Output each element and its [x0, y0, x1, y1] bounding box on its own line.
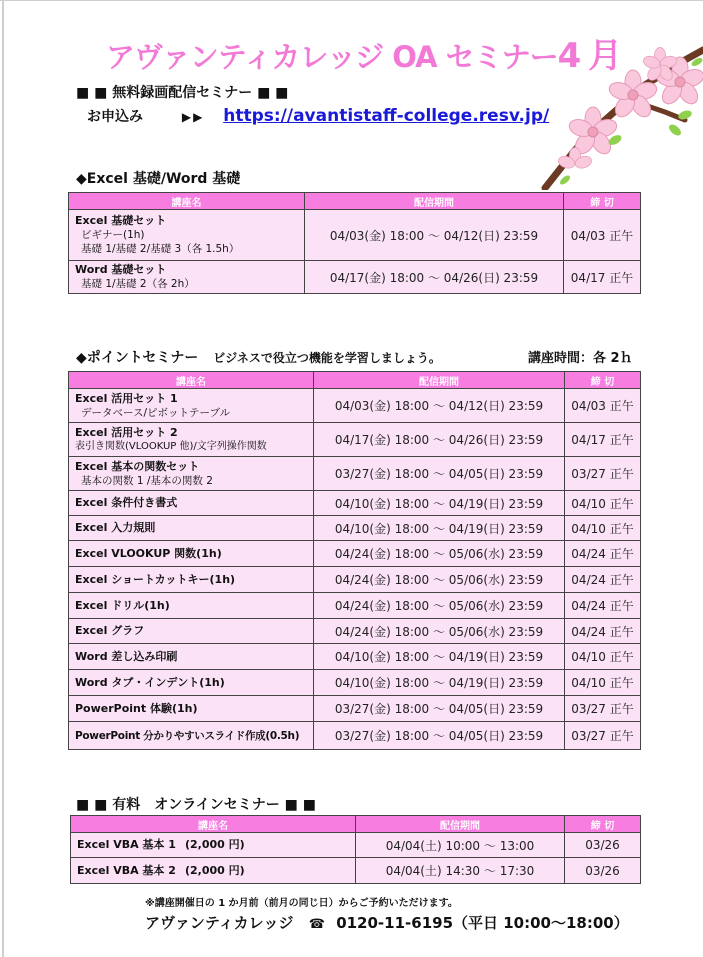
table-row: [69, 644, 641, 670]
course-sub: ビギナー(1h): [81, 229, 145, 241]
reservation-note: ※講座開催日の 1 か月前（前月の同じ日）からご予約いただけます。: [145, 898, 458, 909]
cherry-blossom-illustration: [535, 40, 703, 190]
title-month-kanji: 月: [588, 36, 622, 76]
deadline-cell: 04/10 正午: [565, 644, 641, 670]
column-header-period: 配信期間: [314, 372, 565, 389]
course-name: Excel 活用セット 1: [75, 391, 178, 405]
course-name-cell: Excel VLOOKUP 関数(1h): [69, 541, 314, 567]
column-header-deadline: 締 切: [565, 372, 641, 389]
table-row: [69, 541, 641, 567]
course-name-cell: Excel ショートカットキー(1h): [69, 567, 314, 593]
period-cell: 04/24(金) 18:00 ～ 05/06(水) 23:59: [314, 541, 565, 567]
title-month-number: 4: [557, 36, 581, 76]
course-name-cell: Word タブ・インデント(1h): [69, 670, 314, 696]
table-row: [69, 619, 641, 644]
period-cell: 04/03(金) 18:00 ～ 04/12(日) 23:59: [305, 210, 564, 261]
course-name: Excel VBA 基本 2: [77, 863, 176, 877]
table-row: [69, 722, 641, 750]
course-name-cell: PowerPoint 分かりやすいスライド作成(0.5h): [69, 722, 314, 750]
deadline-cell: 03/27 正午: [565, 457, 641, 491]
period-cell: 04/10(金) 18:00 ～ 04/19(日) 23:59: [314, 516, 565, 541]
deadline-cell: 04/10 正午: [565, 516, 641, 541]
table-row: [69, 261, 641, 294]
point-course-table: [68, 371, 641, 750]
basic-section-heading: ◆Excel 基礎/Word 基礎: [76, 171, 241, 187]
column-header-period: 配信期間: [356, 816, 565, 833]
table-row: [69, 423, 641, 457]
course-name-cell: [69, 261, 305, 294]
course-sub: データベース/ピボットテーブル: [81, 406, 231, 419]
course-name: Excel 活用セット 2: [75, 425, 178, 439]
title-main: アヴァンティカレッジ OA セミナー: [106, 40, 558, 74]
period-cell: 04/17(金) 18:00 ～ 04/26(日) 23:59: [314, 423, 565, 457]
course-name: Excel 基礎セット: [75, 214, 167, 227]
course-sub: 表引き関数(VLOOKUP 他)/文字列操作関数: [75, 440, 267, 452]
table-header-row: [71, 816, 641, 833]
apply-label: お申込み: [87, 109, 143, 125]
column-header-deadline: 締 切: [565, 816, 641, 833]
course-name-cell: Word 差し込み印刷: [69, 644, 314, 670]
deadline-cell: 03/26: [565, 858, 641, 884]
course-name: Word 基礎セット: [75, 263, 167, 276]
course-name-cell: [69, 457, 314, 491]
course-name-cell: [69, 210, 305, 261]
deadline-cell: 04/03 正午: [565, 389, 641, 423]
course-duration: 講座時間：各 2ｈ: [528, 351, 633, 366]
apply-row: [87, 106, 549, 126]
period-cell: 04/04(土) 10:00 ～ 13:00: [356, 833, 565, 858]
free-seminar-heading: ■ ■ 無料録画配信セミナー ■ ■: [76, 85, 289, 101]
deadline-cell: 03/27 正午: [565, 696, 641, 722]
paid-seminar-heading: ■ ■ 有料 オンラインセミナー ■ ■: [76, 797, 316, 813]
arrow-right-icon: ▶▶: [181, 110, 205, 124]
course-sub: 基礎 1/基礎 2（各 2h）: [81, 278, 195, 290]
deadline-cell: 04/24 正午: [565, 541, 641, 567]
deadline-cell: 04/17 正午: [565, 423, 641, 457]
table-row: [69, 567, 641, 593]
period-cell: 03/27(金) 18:00 ～ 04/05(日) 23:59: [314, 696, 565, 722]
paid-course-table: [70, 815, 641, 884]
period-cell: 04/17(金) 18:00 ～ 04/26(日) 23:59: [305, 261, 564, 294]
course-name-cell: Excel 入力規則: [69, 516, 314, 541]
course-price: (2,000 円): [185, 863, 245, 877]
period-cell: 04/24(金) 18:00 ～ 05/06(水) 23:59: [314, 567, 565, 593]
deadline-cell: 04/24 正午: [565, 593, 641, 619]
course-name: Excel 基本の関数セット: [75, 459, 200, 473]
period-cell: 04/24(金) 18:00 ～ 05/06(水) 23:59: [314, 593, 565, 619]
column-header-period: 配信期間: [305, 193, 564, 210]
basic-course-table: [68, 192, 641, 294]
table-header-row: [69, 193, 641, 210]
table-row: [71, 858, 641, 884]
apply-link[interactable]: https://avantistaff-college.resv.jp/: [223, 106, 550, 126]
course-name-cell: PowerPoint 体験(1h): [69, 696, 314, 722]
phone-number: 0120-11-6195（平日 10:00～18:00）: [336, 914, 629, 932]
course-name-cell: [71, 858, 356, 884]
table-row: [71, 833, 641, 858]
period-cell: 04/10(金) 18:00 ～ 04/19(日) 23:59: [314, 670, 565, 696]
deadline-cell: 03/26: [565, 833, 641, 858]
organization-name: アヴァンティカレッジ: [145, 914, 294, 932]
contact-line: [145, 912, 629, 933]
table-row: [69, 210, 641, 261]
deadline-cell: 04/03 正午: [564, 210, 641, 261]
course-sub: 基礎 1/基礎 2/基礎 3（各 1.5h）: [81, 243, 240, 255]
deadline-cell: 04/24 正午: [565, 619, 641, 644]
course-name-cell: [71, 833, 356, 858]
course-sub: 基本の関数 1 /基本の関数 2: [81, 474, 213, 487]
period-cell: 03/27(金) 18:00 ～ 04/05(日) 23:59: [314, 722, 565, 750]
course-name-cell: [69, 389, 314, 423]
table-row: [69, 491, 641, 516]
point-heading-subtitle: ビジネスで役立つ機能を学習しましょう。: [213, 351, 441, 365]
column-header-course: 講座名: [71, 816, 356, 833]
period-cell: 04/04(土) 14:30 ～ 17:30: [356, 858, 565, 884]
deadline-cell: 04/10 正午: [565, 491, 641, 516]
phone-icon: ☎: [308, 917, 325, 932]
table-row: [69, 696, 641, 722]
period-cell: 04/03(金) 18:00 ～ 04/12(日) 23:59: [314, 389, 565, 423]
column-header-deadline: 締 切: [564, 193, 641, 210]
deadline-cell: 03/27 正午: [565, 722, 641, 750]
period-cell: 04/24(金) 18:00 ～ 05/06(水) 23:59: [314, 619, 565, 644]
deadline-cell: 04/10 正午: [565, 670, 641, 696]
deadline-cell: 04/24 正午: [565, 567, 641, 593]
column-header-course: 講座名: [69, 372, 314, 389]
table-header-row: [69, 372, 641, 389]
table-row: [69, 593, 641, 619]
course-name-cell: Excel ドリル(1h): [69, 593, 314, 619]
course-name-cell: Excel 条件付き書式: [69, 491, 314, 516]
table-row: [69, 457, 641, 491]
page-edge-left: [2, 0, 4, 957]
course-name: Excel VBA 基本 1: [77, 838, 176, 851]
course-price: (2,000 円): [185, 838, 245, 851]
deadline-cell: 04/17 正午: [564, 261, 641, 294]
course-name-cell: Excel グラフ: [69, 619, 314, 644]
column-header-course: 講座名: [69, 193, 305, 210]
point-heading-title: ◆ポイントセミナー: [76, 350, 199, 366]
course-name-cell: [69, 423, 314, 457]
period-cell: 04/10(金) 18:00 ～ 04/19(日) 23:59: [314, 491, 565, 516]
page-edge-top: [0, 0, 703, 1]
table-row: [69, 670, 641, 696]
table-row: [69, 389, 641, 423]
period-cell: 03/27(金) 18:00 ～ 04/05(日) 23:59: [314, 457, 565, 491]
table-row: [69, 516, 641, 541]
point-section-heading: [76, 347, 441, 367]
period-cell: 04/10(金) 18:00 ～ 04/19(日) 23:59: [314, 644, 565, 670]
